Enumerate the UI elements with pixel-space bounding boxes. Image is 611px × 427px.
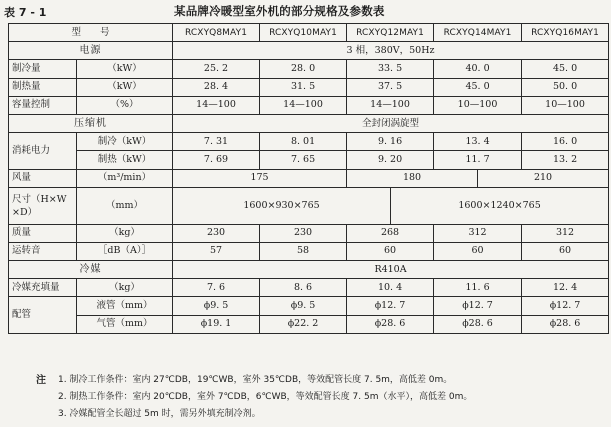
table-cell: 45. 0 bbox=[434, 78, 522, 96]
table-cell: 8. 01 bbox=[260, 133, 347, 151]
table-cell: 10—100 bbox=[522, 96, 609, 114]
note-item bbox=[36, 406, 472, 423]
capacity-control-label: 容量控制 bbox=[9, 96, 77, 114]
table-cell: ϕ12. 7 bbox=[434, 297, 522, 315]
power-value: 3 相，380V，50Hz bbox=[173, 42, 609, 60]
model-header: RCXYQ12MAY1 bbox=[347, 24, 434, 42]
note-text: 3. 冷媒配管全长超过 5m 时，需另外填充制冷剂。 bbox=[58, 409, 261, 419]
table-cell: ϕ28. 6 bbox=[434, 315, 522, 333]
compressor-row bbox=[9, 114, 609, 132]
table-title: 某品牌冷暖型室外机的部分规格及参数表 bbox=[174, 4, 385, 18]
mass-label: 质量 bbox=[9, 224, 77, 242]
model-header: RCXYQ10MAY1 bbox=[260, 24, 347, 42]
capacity-control-unit: （%） bbox=[77, 96, 173, 114]
table-cell: 11. 6 bbox=[434, 279, 522, 297]
table-cell: 7. 6 bbox=[173, 279, 260, 297]
liquid-pipe-label: 液管（mm） bbox=[77, 297, 173, 315]
table-cell: 180 bbox=[347, 169, 478, 187]
power-row bbox=[9, 42, 609, 60]
compressor-value: 全封闭涡旋型 bbox=[173, 114, 609, 132]
refrigerant-charge-unit: （kg） bbox=[77, 279, 173, 297]
table-cell: 7. 69 bbox=[173, 151, 260, 169]
table-cell: 12. 4 bbox=[522, 279, 609, 297]
power-consumption-label: 消耗电力 bbox=[9, 133, 77, 169]
table-cell: 13. 4 bbox=[434, 133, 522, 151]
table-cell: 16. 0 bbox=[522, 133, 609, 151]
mass-row bbox=[9, 224, 609, 242]
table-cell: 60 bbox=[434, 242, 522, 260]
note-item bbox=[36, 389, 472, 406]
note-item bbox=[36, 372, 472, 389]
table-cell: 10. 4 bbox=[347, 279, 434, 297]
table-cell: 40. 0 bbox=[434, 60, 522, 78]
table-cell: 25. 2 bbox=[173, 60, 260, 78]
table-cell: ϕ28. 6 bbox=[347, 315, 434, 333]
notes bbox=[36, 372, 472, 423]
table-cell: 175 bbox=[173, 169, 347, 187]
table-cell: 268 bbox=[347, 224, 434, 242]
table-cell: 230 bbox=[173, 224, 260, 242]
compressor-label: 压缩机 bbox=[9, 114, 173, 132]
refrigerant-label: 冷媒 bbox=[9, 261, 173, 279]
dimensions-row bbox=[9, 187, 609, 224]
refrigerant-charge-row bbox=[9, 279, 609, 297]
table-cell: ϕ28. 6 bbox=[522, 315, 609, 333]
table-cell: 58 bbox=[260, 242, 347, 260]
airflow-label: 风量 bbox=[9, 169, 77, 187]
type-header: 型 号 bbox=[9, 24, 173, 42]
cooling-capacity-unit: （kW） bbox=[77, 60, 173, 78]
table-cell: 31. 5 bbox=[260, 78, 347, 96]
dimensions-unit: （mm） bbox=[77, 187, 173, 224]
airflow-unit: （m³/min） bbox=[77, 169, 173, 187]
model-header: RCXYQ14MAY1 bbox=[434, 24, 522, 42]
table-cell: ϕ12. 7 bbox=[522, 297, 609, 315]
model-header-row bbox=[9, 24, 609, 42]
model-header: RCXYQ16MAY1 bbox=[522, 24, 609, 42]
power-heating-label: 制热（kW） bbox=[77, 151, 173, 169]
table-cell: 45. 0 bbox=[522, 60, 609, 78]
piping-liquid-row bbox=[9, 297, 609, 315]
table-header bbox=[4, 4, 604, 24]
table-number: 表 7 - 1 bbox=[4, 6, 47, 19]
table-cell: 8. 6 bbox=[260, 279, 347, 297]
power-cooling-label: 制冷（kW） bbox=[77, 133, 173, 151]
table-cell: 210 bbox=[478, 169, 609, 187]
table-cell: 312 bbox=[434, 224, 522, 242]
spec-table bbox=[8, 23, 609, 334]
power-consumption-cooling-row bbox=[9, 133, 609, 151]
table-cell: 9. 20 bbox=[347, 151, 434, 169]
model-header: RCXYQ8MAY1 bbox=[173, 24, 260, 42]
notes-mark: 注 bbox=[36, 375, 46, 386]
table-cell: 7. 31 bbox=[173, 133, 260, 151]
table-cell: 14—100 bbox=[173, 96, 260, 114]
table-cell: 60 bbox=[347, 242, 434, 260]
power-label: 电源 bbox=[9, 42, 173, 60]
heating-capacity-label: 制热量 bbox=[9, 78, 77, 96]
refrigerant-charge-label: 冷媒充填量 bbox=[9, 279, 77, 297]
table-cell: 50. 0 bbox=[522, 78, 609, 96]
heating-capacity-row bbox=[9, 78, 609, 96]
table-cell: 230 bbox=[260, 224, 347, 242]
table-cell: ϕ9. 5 bbox=[173, 297, 260, 315]
table-cell: 1600×1240×765 bbox=[391, 187, 609, 224]
table-cell: 33. 5 bbox=[347, 60, 434, 78]
table-cell: 1600×930×765 bbox=[173, 187, 391, 224]
power-consumption-heating-row bbox=[9, 151, 609, 169]
table-cell: 28. 4 bbox=[173, 78, 260, 96]
table-cell: 57 bbox=[173, 242, 260, 260]
refrigerant-row bbox=[9, 261, 609, 279]
table-cell: ϕ22. 2 bbox=[260, 315, 347, 333]
table-cell: 13. 2 bbox=[522, 151, 609, 169]
table-cell: 37. 5 bbox=[347, 78, 434, 96]
noise-row bbox=[9, 242, 609, 260]
table-cell: 7. 65 bbox=[260, 151, 347, 169]
table-cell: 28. 0 bbox=[260, 60, 347, 78]
cooling-capacity-row bbox=[9, 60, 609, 78]
noise-unit: ［dB（A）］ bbox=[77, 242, 173, 260]
piping-gas-row bbox=[9, 315, 609, 333]
table-cell: 14—100 bbox=[347, 96, 434, 114]
noise-label: 运转音 bbox=[9, 242, 77, 260]
mass-unit: （kg） bbox=[77, 224, 173, 242]
table-cell: ϕ12. 7 bbox=[347, 297, 434, 315]
table-cell: ϕ19. 1 bbox=[173, 315, 260, 333]
gas-pipe-label: 气管（mm） bbox=[77, 315, 173, 333]
table-cell: 312 bbox=[522, 224, 609, 242]
table-cell: 60 bbox=[522, 242, 609, 260]
table-cell: 9. 16 bbox=[347, 133, 434, 151]
table-cell: 14—100 bbox=[260, 96, 347, 114]
heating-capacity-unit: （kW） bbox=[77, 78, 173, 96]
table-cell: ϕ9. 5 bbox=[260, 297, 347, 315]
cooling-capacity-label: 制冷量 bbox=[9, 60, 77, 78]
note-text: 2. 制热工作条件：室内 20℃DB，室外 7℃DB，6℃WB，等效配管长度 7. 5m（水平），高低差 0m。 bbox=[58, 392, 473, 402]
note-text: 1. 制冷工作条件：室内 27℃DB，19℃WB，室外 35℃DB，等效配管长度 7. 5m，高低差 0m。 bbox=[58, 375, 453, 385]
capacity-control-row bbox=[9, 96, 609, 114]
table-cell: 10—100 bbox=[434, 96, 522, 114]
table-cell: 11. 7 bbox=[434, 151, 522, 169]
refrigerant-value: R410A bbox=[173, 261, 609, 279]
dimensions-label: 尺寸（H×W ×D） bbox=[9, 187, 77, 224]
piping-label: 配管 bbox=[9, 297, 77, 333]
airflow-row bbox=[9, 169, 609, 187]
